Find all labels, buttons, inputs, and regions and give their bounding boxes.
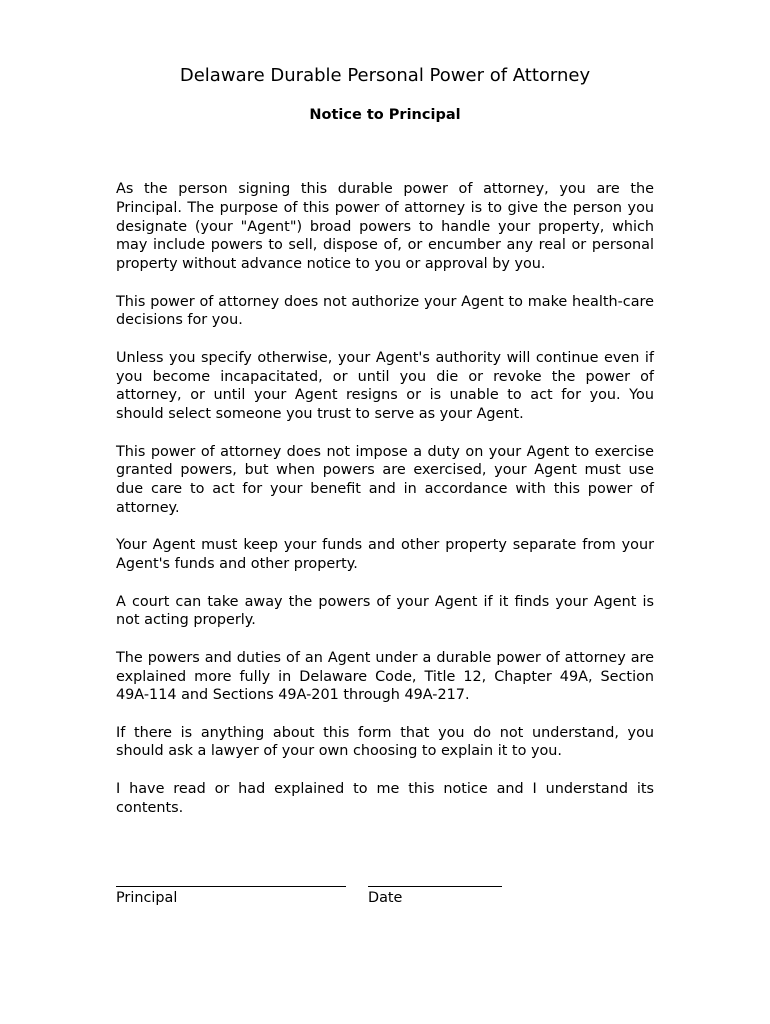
- notice-body: [116, 180, 654, 836]
- principal-label: Principal: [116, 890, 178, 906]
- document-subtitle: Notice to Principal: [309, 107, 461, 123]
- paragraph-principal-purpose: As the person signing this durable power of attorney, you are the Principal. The purpose of this power of attorney is to give the person you designate (your "Agent") broad powers to handle your property, which may include powers to sell, dispose of, or encumber any real or personal property without advance notice to you or approval by you.: [116, 181, 654, 273]
- paragraph-authority-duration: Unless you specify otherwise, your Agent's authority will continue even if you become incapacitated, or until you die or revoke the power of attorney, or until your Agent resigns or is unable to act for you. You should select someone you trust to serve as your Agent.: [116, 349, 654, 423]
- paragraph-ask-lawyer: If there is anything about this form that you do not understand, you should ask a lawyer of your own choosing to explain it to you.: [116, 724, 654, 760]
- paragraph-health-care: This power of attorney does not authorize your Agent to make health-care decisions for you.: [116, 293, 654, 329]
- date-signature-line[interactable]: [368, 886, 502, 887]
- paragraph-acknowledgement: I have read or had explained to me this notice and I understand its contents.: [116, 780, 654, 816]
- paragraph-agent-duty: This power of attorney does not impose a duty on your Agent to exercise granted powers, but when powers are exercised, your Agent must use due care to act for your benefit and in accordance with this power of attorney.: [116, 443, 654, 516]
- paragraph-delaware-code: The powers and duties of an Agent under a durable power of attorney are explained more fully in Delaware Code, Title 12, Chapter 49A, Section 49A-114 and Sections 49A-201 through 49A-217.: [116, 649, 654, 704]
- date-label: Date: [368, 890, 403, 906]
- paragraph-separate-funds: Your Agent must keep your funds and other property separate from your Agent's funds and other property.: [116, 537, 654, 573]
- principal-signature-line[interactable]: [116, 886, 346, 887]
- paragraph-court-removal: A court can take away the powers of your Agent if it finds your Agent is not acting properly.: [116, 593, 654, 629]
- document-title: Delaware Durable Personal Power of Attorney: [179, 65, 591, 86]
